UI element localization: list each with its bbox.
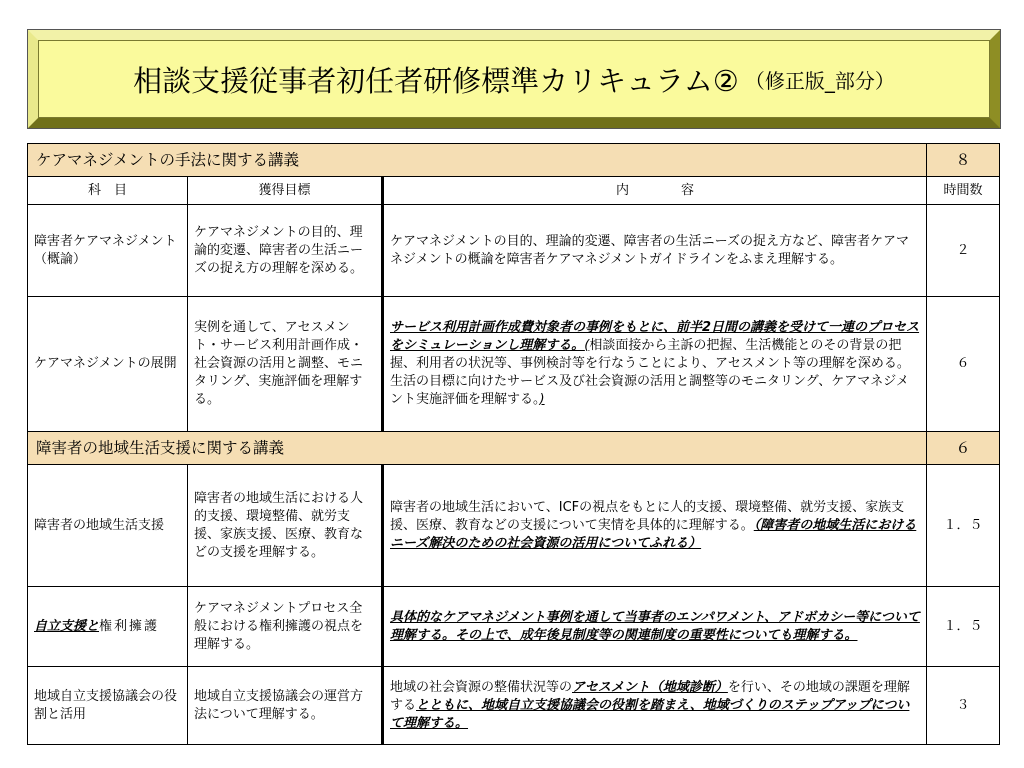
content-emphasis: 具体的なケアマネジメント事例を通して当事者のエンパワメント、アドボカシー等について理解する。その上で、成年後見制度等の関連制度の重要性についても理解する。 bbox=[390, 609, 920, 643]
section-hours: ８ bbox=[927, 144, 1000, 177]
col-header-hours: 時間数 bbox=[927, 177, 1000, 205]
content-emphasis-b: アセスメント（地域診断） bbox=[572, 679, 728, 695]
table-row bbox=[28, 587, 1000, 667]
section-header bbox=[28, 144, 1000, 177]
table-row bbox=[28, 205, 1000, 297]
goal-cell: ケアマネジメントの目的、理論的変遷、障害者の生活ニーズの捉え方の理解を深める。 bbox=[188, 205, 383, 297]
table-row bbox=[28, 297, 1000, 432]
title-inner bbox=[38, 40, 990, 118]
table-row bbox=[28, 667, 1000, 745]
section-title: 障害者の地域生活支援に関する講義 bbox=[28, 432, 927, 465]
content-cell bbox=[383, 587, 927, 667]
subject-cell: 障害者の地域生活支援 bbox=[28, 465, 188, 587]
subject-cell: 地域自立支援協議会の役割と活用 bbox=[28, 667, 188, 745]
content-emphasis: （障害者の地域生活におけるニーズ解決のための社会資源の活用についてふれる） bbox=[390, 517, 917, 551]
curriculum-table bbox=[27, 143, 1000, 745]
content-cell bbox=[383, 297, 927, 432]
subject-text: 権利擁護 bbox=[99, 618, 160, 634]
title-banner bbox=[28, 30, 1000, 128]
content-text: 相談面接から主訴の把握、生活機能とのその背景の把握、利用者の状況等、事例検討等を行なうことにより、アセスメント等の理解を深める。生活の目標に向けたサービス及び社会資源の活用と調整等のモニタリング、ケアマネジメント実施評価を理解する。 bbox=[390, 338, 910, 407]
content-text-c: を行い、その地域の課題を理解する bbox=[390, 679, 910, 713]
hours-cell: １．５ bbox=[927, 587, 1000, 667]
subject-cell: 障害者ケアマネジメント（概論） bbox=[28, 205, 188, 297]
page-subtitle: （修正版_部分） bbox=[744, 68, 895, 93]
content-paren-open: ( bbox=[584, 338, 590, 353]
section-title: ケアマネジメントの手法に関する講義 bbox=[28, 144, 927, 177]
subject-emphasis: 自立支援と bbox=[34, 618, 100, 634]
col-header-subject: 科 目 bbox=[28, 177, 188, 205]
hours-cell: ２ bbox=[927, 205, 1000, 297]
content-text: 障害者の地域生活において、ICFの視点をもとに人的支援、環境整備、就労支援、家族支援、医療、教育などの支援について実情を具体的に理解する。 bbox=[390, 499, 905, 533]
goal-cell: 障害者の地域生活における人的支援、環境整備、就労支援、家族支援、医療、教育などの支援を理解する。 bbox=[188, 465, 383, 587]
section-header bbox=[28, 432, 1000, 465]
content-cell: ケアマネジメントの目的、理論的変遷、障害者の生活ニーズの捉え方など、障害者ケアマネジメントの概論を障害者ケアマネジメントガイドラインをふまえ理解する。 bbox=[383, 205, 927, 297]
section-hours: ６ bbox=[927, 432, 1000, 465]
hours-cell: ６ bbox=[927, 297, 1000, 432]
content-cell bbox=[383, 667, 927, 745]
content-emphasis-d: とともに、地域自立支援協議会の役割を踏まえ、地域づくりのステップアップについて理解する。 bbox=[390, 697, 910, 731]
page-title: 相談支援従事者初任者研修標準カリキュラム② bbox=[133, 63, 739, 98]
col-header-goal: 獲得目標 bbox=[188, 177, 383, 205]
subject-cell bbox=[28, 587, 188, 667]
subject-cell: ケアマネジメントの展開 bbox=[28, 297, 188, 432]
hours-cell: １．５ bbox=[927, 465, 1000, 587]
content-cell bbox=[383, 465, 927, 587]
content-text-a: 地域の社会資源の整備状況等の bbox=[390, 679, 573, 695]
column-header-row bbox=[28, 177, 1000, 205]
col-header-content: 内 容 bbox=[383, 177, 927, 205]
content-paren-close: ) bbox=[539, 392, 545, 407]
goal-cell: 地域自立支援協議会の運営方法について理解する。 bbox=[188, 667, 383, 745]
table-row bbox=[28, 465, 1000, 587]
content-emphasis: サービス利用計画作成費対象者の事例をもとに、前半2日間の講義を受けて一連のプロセスをシミュレーションし理解する。 bbox=[390, 320, 920, 353]
hours-cell: ３ bbox=[927, 667, 1000, 745]
goal-cell: 実例を通して、アセスメント・サービス利用計画作成・社会資源の活用と調整、モニタリング、実施評価を理解する。 bbox=[188, 297, 383, 432]
goal-cell: ケアマネジメントプロセス全般における権利擁護の視点を理解する。 bbox=[188, 587, 383, 667]
